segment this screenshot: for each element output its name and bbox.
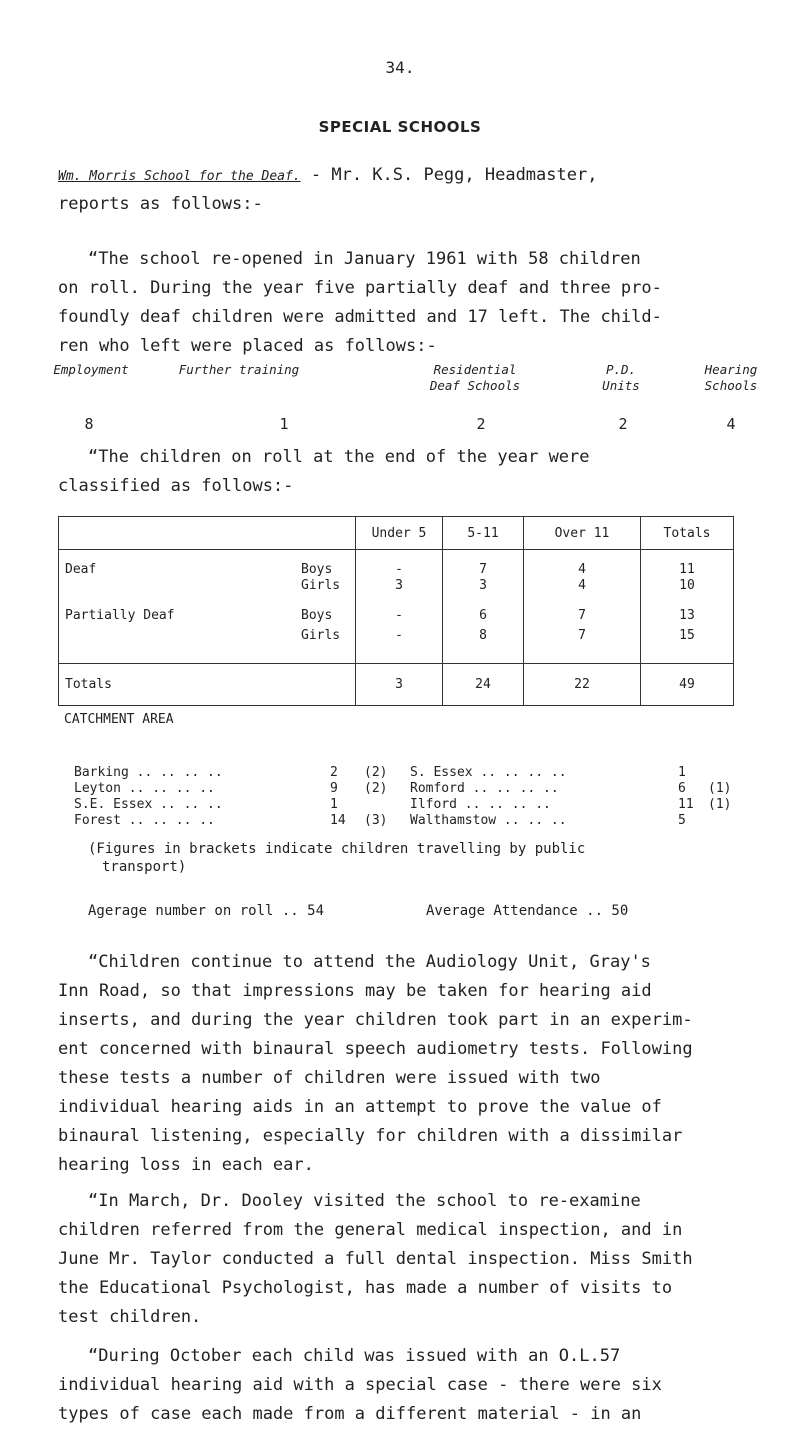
para-line: “The children on roll at the end of the year were [88, 447, 590, 467]
classification-table [58, 516, 734, 706]
placement-header-further-training: Further training [178, 362, 300, 377]
catchment-left-list [74, 765, 408, 829]
col-totals [641, 550, 734, 664]
catchment-area: Romford .. .. .. .. [410, 781, 559, 796]
sex-label: Boys [301, 608, 333, 623]
page-number: 34. [385, 58, 415, 77]
catchment-transport: (1) [708, 781, 732, 796]
col-header: Under 5 [356, 517, 443, 550]
table-cell: 6 [479, 608, 487, 623]
catchment-count: 14 [330, 813, 346, 828]
paragraph-1 [58, 245, 662, 361]
col-header: Over 11 [524, 517, 641, 550]
catchment-area: Ilford .. .. .. .. [410, 797, 551, 812]
table-cell: 22 [524, 664, 641, 706]
table-header-row [59, 517, 734, 550]
para-line: “Children continue to attend the Audiology Unit, Gray's [88, 952, 651, 972]
placement-value: 1 [279, 415, 289, 433]
para-line: classified as follows:- [58, 476, 294, 496]
para-line: types of case each made from a different material - in an [58, 1404, 642, 1424]
school-name: Wm. Morris School for the Deaf. [58, 169, 301, 184]
catchment-area: S. Essex .. .. .. .. [410, 765, 567, 780]
catchment-transport: (3) [364, 813, 388, 828]
table-cell: - [395, 628, 403, 643]
table-cell: 7 [578, 608, 586, 623]
row-labels [59, 550, 356, 664]
note-line: transport) [102, 859, 187, 875]
catchment-count: 6 [678, 781, 686, 796]
catchment-count: 9 [330, 781, 338, 796]
catchment-transport: (2) [364, 781, 388, 796]
para-line: individual hearing aid with a special case - there were six [58, 1375, 662, 1395]
para-line: ent concerned with binaural speech audiometry tests. Following [58, 1039, 693, 1059]
catchment-area: Leyton .. .. .. .. [74, 781, 215, 796]
col-over-11 [524, 550, 641, 664]
table-cell: 3 [356, 664, 443, 706]
paragraph-3 [58, 948, 693, 1180]
catchment-count: 1 [330, 797, 338, 812]
catchment-area: Forest .. .. .. .. [74, 813, 215, 828]
table-body-row [59, 550, 734, 664]
paragraph-5 [58, 1342, 662, 1429]
table-cell: 13 [679, 608, 695, 623]
table-cell: 7 [479, 562, 487, 577]
table-totals-row [59, 664, 734, 706]
table-cell: 4 [578, 562, 586, 577]
table-cell: 8 [479, 628, 487, 643]
intro-line-1 [58, 161, 597, 191]
para-line: Inn Road, so that impressions may be taken for hearing aid [58, 981, 652, 1001]
catchment-area: S.E. Essex .. .. .. [74, 797, 223, 812]
placement-value: 2 [618, 415, 628, 433]
intro-rest: - Mr. K.S. Pegg, Headmaster, [300, 165, 598, 185]
placement-header-pd-units: P.D. Units [602, 362, 640, 393]
para-line: “The school re-opened in January 1961 with 58 children [88, 249, 641, 269]
para-line: “During October each child was issued with an O.L.57 [88, 1346, 621, 1366]
table-cell: 11 [679, 562, 695, 577]
table-cell: - [395, 562, 403, 577]
paragraph-2 [58, 443, 590, 501]
catchment-heading: CATCHMENT AREA [64, 712, 174, 727]
placement-value: 2 [476, 415, 486, 433]
sex-label: Boys [301, 562, 333, 577]
note-line: (Figures in brackets indicate children travelling by public [88, 841, 586, 857]
table-cell: 24 [443, 664, 524, 706]
para-line: these tests a number of children were issued with two [58, 1068, 601, 1088]
placement-header-residential: Residential Deaf Schools [429, 362, 521, 393]
table-cell: 4 [578, 578, 586, 593]
para-line: hearing loss in each ear. [58, 1155, 314, 1175]
catchment-count: 2 [330, 765, 338, 780]
para-line: on roll. During the year five partially deaf and three pro- [58, 278, 662, 298]
para-line: ren who left were placed as follows:- [58, 336, 437, 356]
catchment-count: 5 [678, 813, 686, 828]
table-cell: 3 [395, 578, 403, 593]
average-attendance: Average Attendance .. 50 [426, 903, 629, 919]
table-cell: 10 [679, 578, 695, 593]
para-line: individual hearing aids in an attempt to prove the value of [58, 1097, 662, 1117]
catchment-transport: (2) [364, 765, 388, 780]
placement-header-employment: Employment [53, 362, 129, 377]
para-line: test children. [58, 1307, 202, 1327]
group-name: Partially Deaf [65, 608, 175, 623]
sex-label: Girls [301, 628, 341, 643]
catchment-right-list [410, 765, 748, 829]
catchment-transport [708, 813, 748, 829]
col-5-11 [443, 550, 524, 664]
para-line: the Educational Psychologist, has made a number of visits to [58, 1278, 673, 1298]
para-line: June Mr. Taylor conducted a full dental inspection. Miss Smith [58, 1249, 693, 1269]
para-line: inserts, and during the year children took part in an experim- [58, 1010, 693, 1030]
sex-label: Girls [301, 578, 341, 593]
group-name: Deaf [65, 562, 97, 577]
col-under-5 [356, 550, 443, 664]
catchment-area: Walthamstow .. .. .. [410, 813, 567, 828]
table-cell: 7 [578, 628, 586, 643]
placement-value: 4 [726, 415, 736, 433]
placement-value: 8 [84, 415, 94, 433]
catchment-transport [364, 797, 408, 813]
catchment-count: 1 [678, 765, 686, 780]
para-line: foundly deaf children were admitted and 17 left. The child- [58, 307, 662, 327]
table-cell: 15 [679, 628, 695, 643]
totals-label: Totals [59, 664, 356, 706]
paragraph-4 [58, 1187, 693, 1332]
catchment-count: 11 [678, 797, 694, 812]
catchment-transport [708, 765, 748, 781]
col-header: Totals [641, 517, 734, 550]
para-line: children referred from the general medical inspection, and in [58, 1220, 683, 1240]
catchment-transport: (1) [708, 797, 732, 812]
table-cell: - [395, 608, 403, 623]
table-header-blank [59, 517, 356, 550]
catchment-note [88, 840, 585, 876]
placement-header-hearing-schools: Hearing Schools [704, 362, 758, 393]
intro-line-2: reports as follows:- [58, 194, 263, 214]
para-line: “In March, Dr. Dooley visited the school to re-examine [88, 1191, 641, 1211]
col-header: 5-11 [443, 517, 524, 550]
para-line: binaural listening, especially for children with a dissimilar [58, 1126, 683, 1146]
average-roll: Agerage number on roll .. 54 [88, 903, 325, 919]
table-cell: 3 [479, 578, 487, 593]
table-cell: 49 [641, 664, 734, 706]
catchment-area: Barking .. .. .. .. [74, 765, 223, 780]
section-title: SPECIAL SCHOOLS [318, 118, 482, 136]
